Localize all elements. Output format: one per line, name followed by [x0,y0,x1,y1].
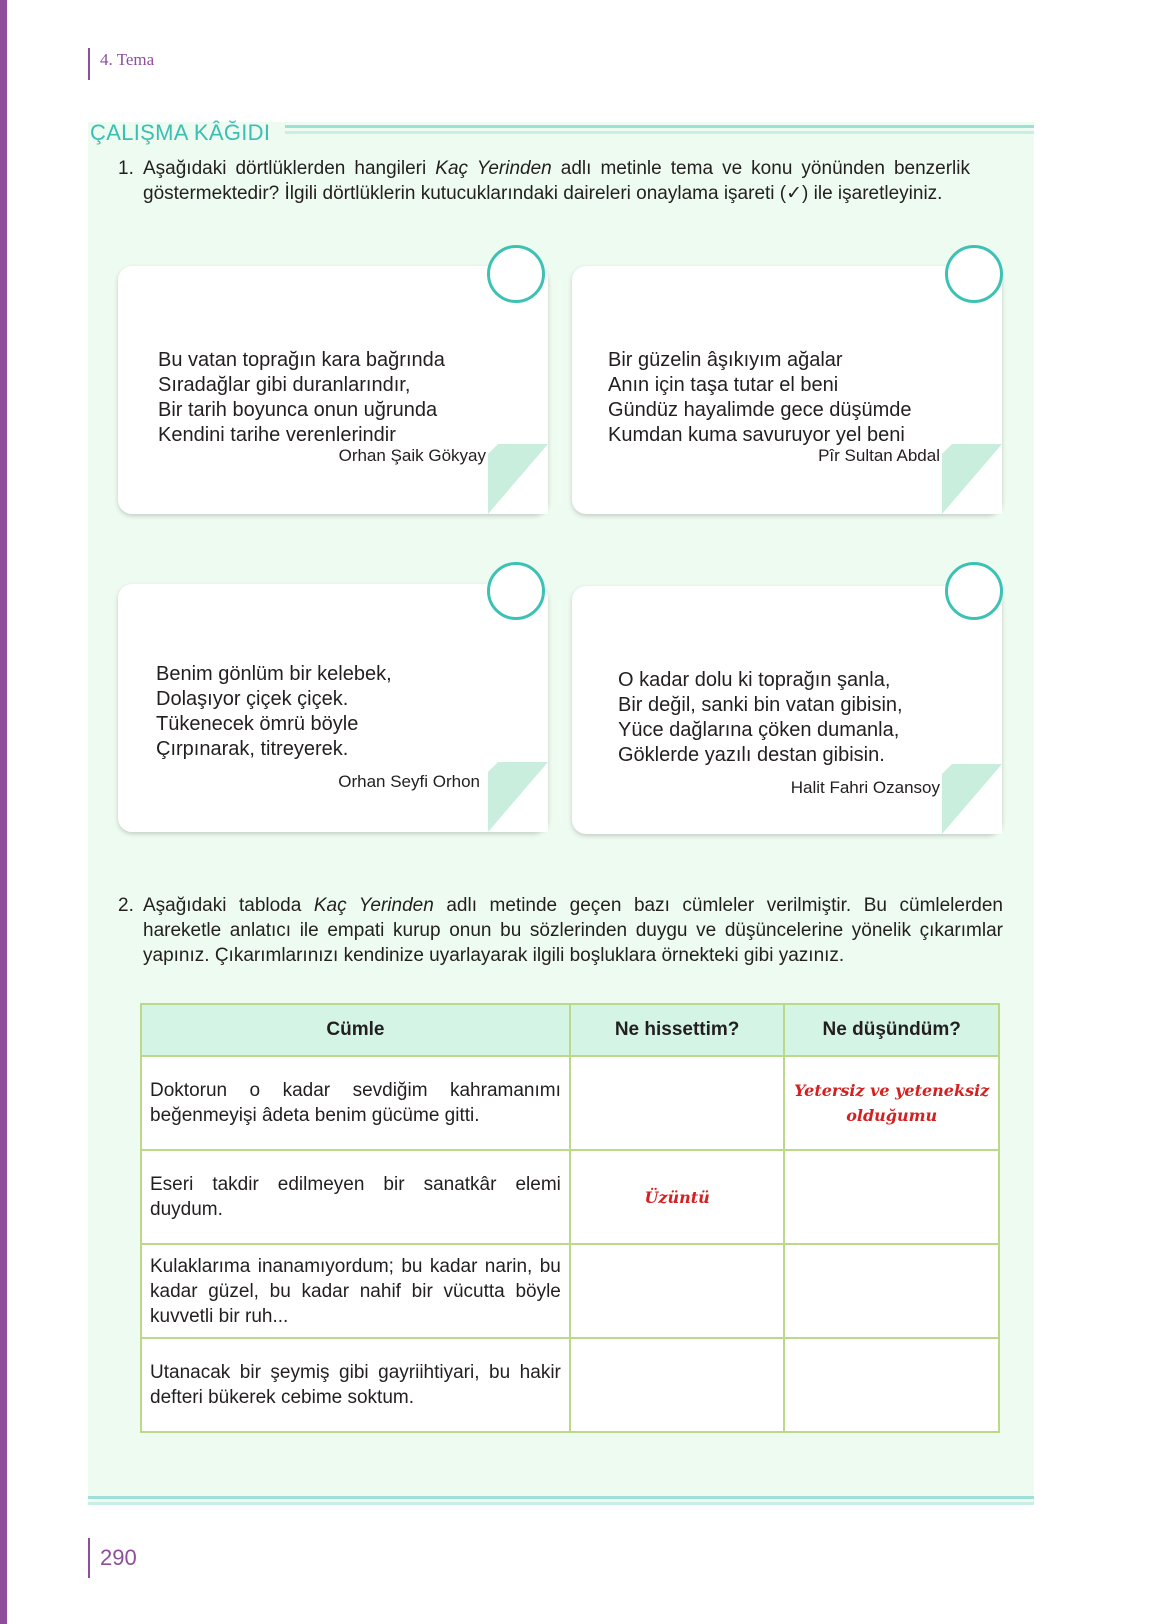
question-1-text-b: adlı metinle tema ve konu yönünden benzerlik göstermektedir? İlgili dörtlüklerin kutucuklarındaki daireleri onaylama işareti (✓) ile işaretleyiniz. [143,158,970,204]
empathy-table [140,1003,1000,1433]
poem-line: Bir tarih boyunca onun uğrunda [158,399,438,421]
question-2-text-a: Aşağıdaki tabloda [143,895,314,916]
table-row [141,1150,999,1244]
poem-card-3 [118,584,548,832]
poem-line: Bir güzelin âşıkıyım ağalar [608,349,843,371]
thought-answer-cell[interactable] [784,1150,999,1244]
poem-1-text [158,348,445,448]
checkbox-circle-1[interactable] [487,245,545,303]
poem-line: Göklerde yazılı destan gibisin. [618,744,885,766]
poem-line: Kumdan kuma savuruyor yel beni [608,424,905,446]
question-2-work-title: Kaç Yerinden [313,895,434,916]
column-header-felt: Ne hissettim? [570,1004,785,1056]
poem-line: Anın için taşa tutar el beni [608,374,839,396]
poem-card-4 [572,586,1002,834]
poem-line: Tükenecek ömrü böyle [156,713,359,735]
chapter-label: 4. Tema [88,48,154,80]
sentence-cell: Utanacak bir şeymiş gibi gayriihtiyari, bu hakir defteri bükerek cebime soktum. [141,1338,570,1432]
poem-line: Bu vatan toprağın kara bağrında [158,349,445,371]
thought-answer-cell[interactable] [784,1338,999,1432]
poem-4-text [618,668,903,768]
poem-card-2 [572,266,1002,514]
column-header-thought: Ne düşündüm? [784,1004,999,1056]
poem-4-author: Halit Fahri Ozansoy [790,778,940,797]
page-fold-icon [942,764,1002,834]
checkbox-circle-4[interactable] [945,562,1003,620]
poem-line: Kendini tarihe verenlerindir [158,424,396,446]
poem-1-author: Orhan Şaik Gökyay [338,446,486,465]
poem-line: Sıradağlar gibi duranlarındır, [158,374,411,396]
thought-answer-cell[interactable]: Yetersiz ve yeteneksiz olduğumu [784,1056,999,1150]
question-2 [118,893,1003,968]
question-1-number: 1. [118,158,134,179]
checkbox-circle-2[interactable] [945,245,1003,303]
worksheet-title: ÇALIŞMA KÂĞIDI [90,120,271,145]
column-header-sentence: Cümle [141,1004,570,1056]
felt-answer-cell[interactable] [570,1056,785,1150]
felt-answer-cell[interactable] [570,1244,785,1338]
poem-line: Dolaşıyor çiçek çiçek. [156,688,349,710]
table-header-row [141,1004,999,1056]
page-fold-icon [488,444,548,514]
sentence-cell: Doktorun o kadar sevdiğim kahramanımı beğenmeyişi âdeta benim gücüme gitti. [141,1056,570,1150]
felt-answer-cell[interactable]: Üzüntü [570,1150,785,1244]
poem-line: Benim gönlüm bir kelebek, [156,663,392,685]
question-2-number: 2. [118,895,134,916]
sentence-cell: Kulaklarıma inanamıyordum; bu kadar narin, bu kadar güzel, bu kadar nahif bir vücutta böyle kuvvetli bir ruh... [141,1244,570,1338]
poem-3-author: Orhan Seyfi Orhon [338,772,480,791]
table-row [141,1244,999,1338]
poem-card-1 [118,266,548,514]
felt-answer-cell[interactable] [570,1338,785,1432]
table-row [141,1338,999,1432]
question-2-text-b: adlı metinde geçen bazı cümleler verilmiştir. Bu cümlelerden hareketle anlatıcı ile empati kurup onun bu sözlerinden duygu ve düşüncelerine yönelik çıkarımlar yapınız. Çıkarımlarınızı kendinize uyarlayarak ilgili boşluklara örnekteki gibi yazınız. [143,895,1003,966]
thought-answer-cell[interactable] [784,1244,999,1338]
table-row [141,1056,999,1150]
page-fold-icon [488,762,548,832]
poem-line: Bir değil, sanki bin vatan gibisin, [618,694,903,716]
page-number: 290 [88,1538,137,1578]
question-1 [118,156,970,206]
question-1-text-a: Aşağıdaki dörtlüklerden hangileri [143,158,436,179]
poem-line: O kadar dolu ki toprağın şanla, [618,669,891,691]
page-fold-icon [942,444,1002,514]
left-margin-bar [0,0,7,1624]
poem-2-author: Pîr Sultan Abdal [818,446,940,465]
checkbox-circle-3[interactable] [487,562,545,620]
poem-line: Yüce dağlarına çöken dumanla, [618,719,900,741]
sentence-cell: Eseri takdir edilmeyen bir sanatkâr elemi duydum. [141,1150,570,1244]
title-rule [285,125,1034,137]
question-1-work-title: Kaç Yerinden [435,158,552,179]
poem-line: Gündüz hayalimde gece düşümde [608,399,912,421]
poem-3-text [156,662,392,762]
poem-line: Çırpınarak, titreyerek. [156,738,349,760]
bottom-rule [88,1496,1034,1508]
poem-2-text [608,348,912,448]
